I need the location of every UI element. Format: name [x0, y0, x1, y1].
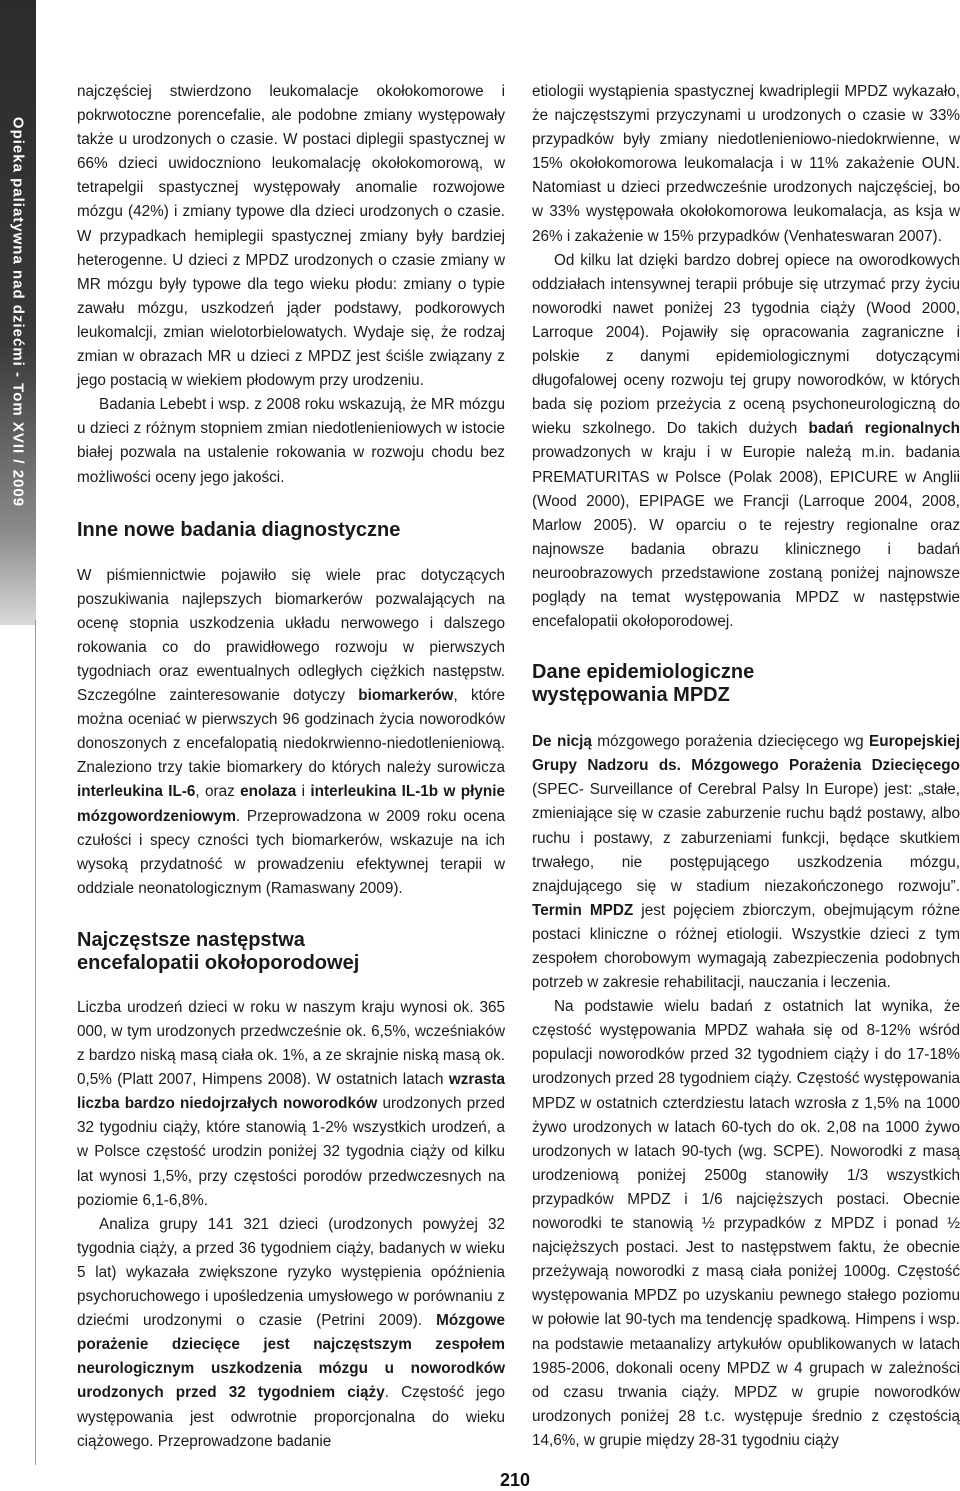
- paragraph-prevalence: Na podstawie wielu badań z ostatnich lat wynika, że częstość występowania MPDZ wahała się od 8-12% wśród populacji noworodków przed 32 tygodniem ciąży i do 17-18% urodzonych przed 28 tygodniem ciąży. Częstość występowania MPDZ w ostatnich czterdziestu latach wzrosła z 1,5% na 1000 żywo urodzonych w latach 60-tych do ok. 2,08 na 1000 żywo urodzonych w latach 90-tych (wg. SCPE). Noworodki z masą urodzeniową poniżej 2500g stanowiły 1/3 wszystkich przypadków MPDZ i 1/6 najcięższych postaci. Obecnie noworodki te stanowią ½ przypadków z MPDZ i ponad ½ najcięższych postaci. Jest to następstwem faktu, że obecnie przeżywają noworodki z masą ciała poniżej 1000g. Częstość występowania MPDZ po uzyskaniu pewnego stałego poziomu w połowie lat 90-tych ma tendencję spadkową. Himpens i wsp. na podstawie metaanalizy artykułów opublikowanych w latach 1985-2006, dokonali oceny MPDZ w 4 grupach w zależności od czasu trwania ciąży. MPDZ w grupie noworodków urodzonych poniżej 28 t.c. występuje średnio z częstością 14,6%, w grupie między 28-31 tygodniu ciąży: [532, 998, 960, 1449]
- paragraph-definition: De nicją mózgowego porażenia dziecięcego wg Europejskiej Grupy Nadzoru ds. Mózgowego Porażenia Dziecięcego (SPEC- Surveillance of Cerebral Palsy In Europe) jest: „stałe, zmieniające się w czasie zaburzenie ruchu bądź postawy, albo ruchu i postawy, z zaburzeniami funkcji, będące skutkiem trwałego, nie postępującego uszkodzenia mózgu, znajdującego się w stadium niezakończonego rozwoju”. Termin MPDZ jest pojęciem zbiorczym, obejmującym różne postaci kliniczne o różnej etiologii. Wszystkie dzieci z tym zespołem chorobowym wymagają zabezpieczenia podobnych potrzeb w zakresie rehabilitacji, nauczania i leczenia.: [532, 733, 960, 992]
- paragraph-etiology: etiologii wystąpienia spastycznej kwadriplegii MPDZ wykazało, że najczęstszymi przyczynami u urodzonych o czasie w 33% przypadków były zmiany niedotlenieniowo-niedokrwienne, w 15% okołokomorowa leukomalacja i w 11% zakażenie OUN. Natomiast u dzieci przedwcześnie urodzonych najczęściej, bo w 33% występowała okołokomorowa leukomalacja, as ksja w 26% i zakażenie w 15% przypadków (Venhateswaran 2007).: [532, 83, 960, 245]
- heading-new-diagnostics: Inne nowe badania diagnostyczne: [77, 518, 401, 541]
- paragraph-biomarkers: W piśmiennictwie pojawiło się wiele prac dotyczących poszukiwania najlepszych biomarkerów pozwalających na ocenę stopnia uszkodzenia układu nerwowego i dalszego rokowania co do prawidłowego rozwoju w pierwszych tygodniach oraz ewentualnych odległych ciężkich następstw. Szczególne zainteresowanie dotyczy biomarkerów, które można oceniać w pierwszych 96 godzinach życia noworodków donoszonych z encefalopatią niedokrwienno-niedotlenieniową. Znaleziono trzy takie biomarkery do których należy surowicza interleukina IL-6, oraz enolaza i interleukina IL-1b w płynie mózgowordzeniowym. Przeprowadzona w 2009 roku ocena czułości i specy czności tych biomarkerów, wskazuje na ich wysoką przydatność w prowadzeniu efektywnej terapii w oddziale neonatologicznym (Ramaswany 2009).: [77, 566, 505, 897]
- right-column: [532, 80, 960, 1453]
- paragraph-birth-statistics: Liczba urodzeń dzieci w roku w naszym kraju wynosi ok. 365 000, w tym urodzonych przedwcześnie ok. 6,5%, wcześniaków z bardzo niską masą ciała ok. 1%, a ze skrajnie niską masą ok. 0,5% (Platt 2007, Himpens 2008). W ostatnich latach wzrasta liczba bardzo niedojrzałych noworodków urodzonych przed 32 tygodniu ciąży, które stanowią 1-2% wszystkich urodzeń, a w Polsce częstość urodzin poniżej 32 tygodnia ciąży od kilku lat wynosi 1,5%, przy częstości porodów przedwczesnych na poziomie 6,1-6,8%.: [77, 998, 505, 1209]
- paragraph-regional-studies: Od kilku lat dzięki bardzo dobrej opiece na oworodkowych oddziałach intensywnej terapii próbuje się utrzymać przy życiu noworodki nawet poniżej 23 tygodnia ciąży (Wood 2000, Larroque 2004). Pojawiły się opracowania zagraniczne i polskie z danymi epidemiologicznymi dotyczącymi długofalowej oceny rozwoju tej grupy noworodków, w których bada się poziom przeżycia z oceną psychoneurologiczną do wieku szkolnego. Do takich dużych badań regionalnych prowadzonych w kraju i w Europie należą m.in. badania PREMATURITAS w Polsce (Polak 2008), EPICURE w Anglii (Wood 2000), EPIPAGE we Francji (Larroque 2004, 2008, Marlow 2005). W oparciu o te rejestry regionalne oraz najnowsze badania obrazu klinicznego i badań neuroobrazowych przedstawione zostaną poniżej najnowsze poglądy na temat występowania MPDZ w następstwie encefalopatii okołoporodowej.: [532, 251, 960, 631]
- paragraph-cohort-analysis: Analiza grupy 141 321 dzieci (urodzonych powyżej 32 tygodnia ciąży, a przed 36 tygodniem ciąży, badanych w wieku 5 lat) wykazała zwiększone ryzyko występienia opóźnienia psychoruchowego i upośledzenia umysłowego w porównaniu z dziećmi urodzonymi o czasie (Petrini 2009). Mózgowe porażenie dziecięce jest najczęstszym zespołem neurologicznym uszkodzenia mózgu u noworodków urodzonych przed 32 tygodniem ciąży. Częstość jego występowania jest odwrotnie proporcjonalna do wieku ciążowego. Przeprowadzone badanie: [77, 1215, 506, 1450]
- heading-common-consequences: Najczęstsze następstwa encefalopatii okołoporodowej: [77, 928, 360, 974]
- column-divider-line: [35, 620, 36, 1465]
- page-number: 210: [500, 1470, 531, 1490]
- journal-sidebar: [0, 0, 36, 625]
- heading-epidemiological-data: Dane epidemiologiczne występowania MPDZ: [532, 661, 755, 707]
- left-column: [77, 80, 505, 1454]
- journal-title: Opieka paliatywna nad dziećmi - Tom XVII / 2009: [9, 116, 27, 508]
- paragraph-lebebt-study: Badania Lebebt i wsp. z 2008 roku wskazują, że MR mózgu u dzieci z różnym stopniem zmian niedotlenieniowych w istocie białej pozwala na ustalenie rokowania w rozwoju chodu bez możliwości oceny jego jakości.: [77, 396, 505, 486]
- paragraph-mri-findings: najczęściej stwierdzono leukomalacje okołokomorowe i pokrwotoczne porencefalie, ale podobne zmiany występowały także u urodzonych o czasie. W postaci diplegii spastycznej w 66% dzieci uwidoczniono leukomalację okołokomorową, w tetrapelgii spastycznej występowały anomalie rozwojowe mózgu (42%) i zmiany typowe dla dzieci urodzonych o czasie. W przypadkach hemiplegii spastycznej zmiany były bardziej heterogenne. U dzieci z MPDZ urodzonych o czasie zmiany w MR mózgu były typowe dla tego wieku płodu: zmiany o typie zawału mózgu, uszkodzeń jąder podstawy, podkorowych leukomalcji, zmian wielotorbielowatych. Wydaje się, że rodzaj zmian w obrazach MR u dzieci z MPDZ jest ściśle związany z jego postacią w wiekiem płodowym przy urodzeniu.: [77, 83, 505, 390]
